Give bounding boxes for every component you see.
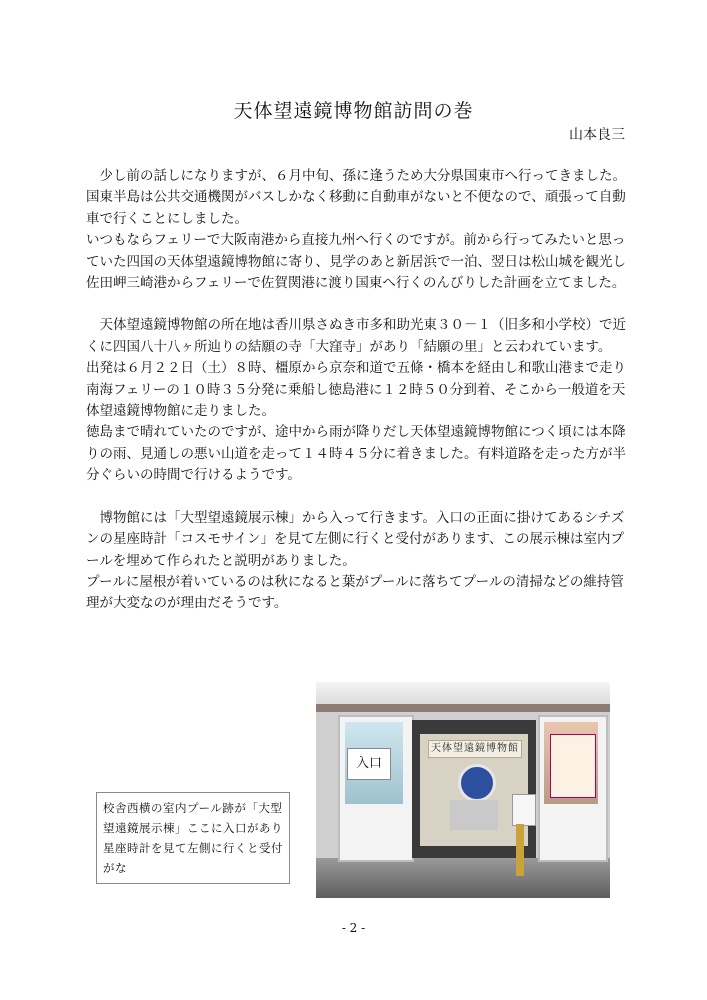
article-body [86, 166, 628, 615]
author-name: 山本良三 [569, 127, 625, 143]
photo-museum-banner: 天体望遠鏡博物館 [428, 740, 522, 758]
photo-ceiling [316, 682, 610, 704]
text-line: いつもならフェリーで大阪南港から直接九州へ行くのですが。前から行ってみたいと思っていた四国の天体望遠鏡博物館に寄り、見学のあと新居浜で一泊、翌日は松山城を観光し佐田岬三崎港からフェリーで佐賀関港に渡り国東へ行くのんびりした計画を立てました。 [86, 232, 626, 292]
text-line: 天体望遠鏡博物館の所在地は香川県さぬき市多和助光東３０－１（旧多和小学校）で近くに四国八十八ヶ所辿りの結願の寺「大窪寺」があり「結願の里」と云われています。 [86, 317, 626, 355]
photo-caption: 校舎西横の室内プール跡が「大型望遠鏡展示棟」ここに入口があり星座時計を見て左側に行くと受付がな [96, 792, 290, 884]
page-number: - 2 - [341, 921, 366, 935]
paragraph [86, 315, 628, 486]
text-line: 少し前の話しになりますが、６月中旬、孫に逢うため大分県国東市へ行ってきました。 [99, 168, 626, 184]
constellation-clock-icon [458, 764, 496, 802]
photo-fascia [316, 704, 610, 712]
entrance-photo [316, 682, 610, 898]
photo-poster [550, 734, 596, 798]
page-title: 天体望遠鏡博物館訪問の巻 [233, 100, 474, 122]
text-line: 出発は６月２２日（土）８時、橿原から京奈和道で五條・橋本を経由し和歌山港まで走り南海フェリーの１０時３５分発に乗船し徳島港に１２時５０分到着、そこから一般道を天体望遠鏡博物館に走りました。 [86, 360, 626, 420]
photo-floor [316, 858, 610, 898]
text-line: 国東半島は公共交通機関がバスしかなく移動に自動車がないと不便なので、頑張って自動車で行くことにしました。 [86, 189, 626, 227]
text-line: 徳島まで晴れていたのですが、途中から雨が降りだし天体望遠鏡博物館につく頃には本降りの雨、見通しの悪い山道を走って１４時４５分に着きました。有料道路を走った方が半分ぐらいの時間で行けるようです。 [86, 424, 626, 484]
text-line: プールに屋根が着いているのは秋になると葉がプールに落ちてプールの清掃などの維持管理が大変なのが理由だそうです。 [86, 573, 624, 612]
photo-entrance-sign: 入口 [347, 748, 391, 780]
photo-sign-stand [512, 794, 536, 826]
text-line: 博物館には「大型望遠鏡展示棟」から入って行きます。入口の正面に掛けてあるシチズンの星座時計「コスモサイン」を見て左側に行くと受付があります、この展示棟は室内プールを埋めて作られたと説明がありました。 [86, 509, 625, 569]
photo-clock-base [450, 800, 498, 830]
paragraph [86, 508, 628, 615]
paragraph [86, 166, 628, 294]
photo-pole [516, 824, 524, 876]
